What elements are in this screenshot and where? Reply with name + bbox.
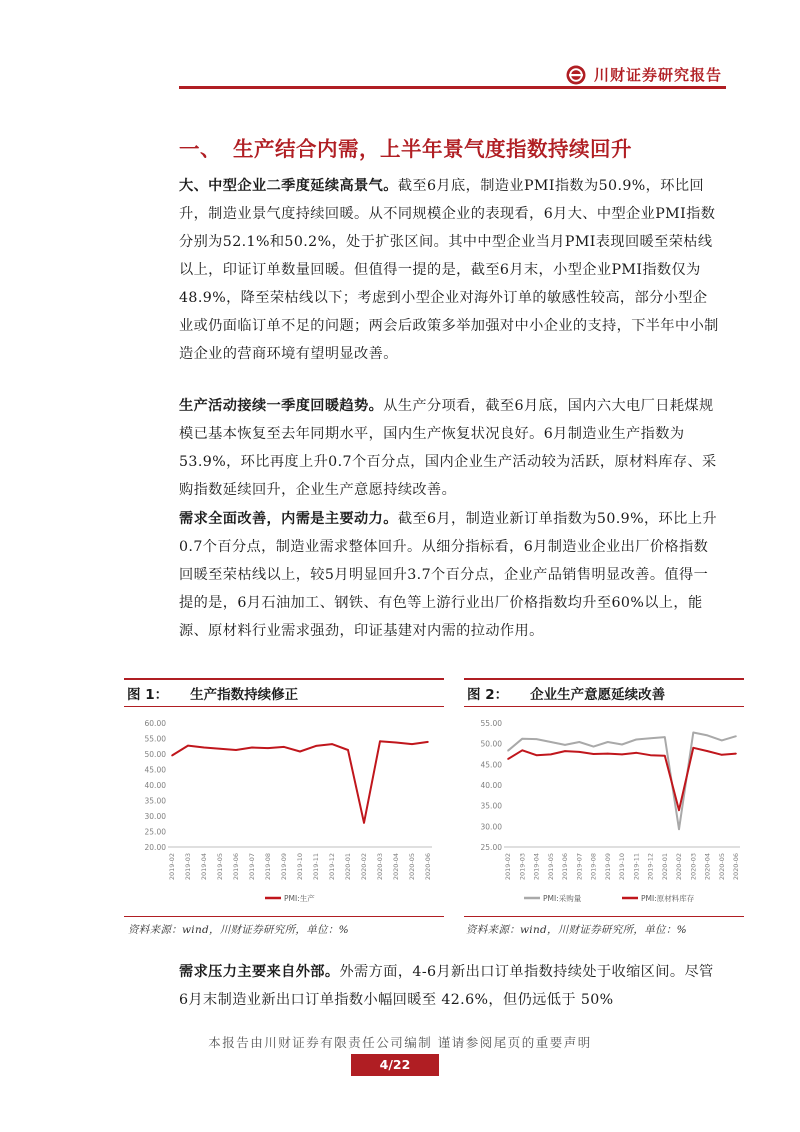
- y-tick-label: 20.00: [144, 843, 166, 852]
- data-point: [664, 755, 666, 757]
- data-point: [664, 736, 666, 738]
- x-tick-label: 2020-04: [703, 853, 712, 881]
- figure-1-title: 生产指数持续修正: [190, 687, 299, 703]
- data-point: [735, 735, 737, 737]
- data-point: [550, 741, 552, 743]
- paragraph-body: 外需方面，4-6月新出口订单指数持续处于收缩区间。尽管6月末制造业新出口订单指数小幅回暖至 42.6%，但仍远低于 50%: [179, 964, 714, 1008]
- brand-name: 川财证券研究报告: [594, 66, 723, 84]
- paragraph-lead: 大、中型企业二季度延续高景气。: [179, 178, 398, 194]
- paragraph-lead: 需求全面改善，内需是主要动力。: [179, 511, 398, 527]
- data-point: [621, 754, 623, 756]
- data-point: [650, 754, 652, 756]
- data-point: [607, 753, 609, 755]
- paragraph-lead: 生产活动接续一季度回暖趋势。: [179, 398, 384, 414]
- y-tick-label: 40.00: [480, 781, 502, 790]
- x-tick-label: 2019-05: [216, 853, 224, 881]
- series-line-0: [172, 741, 428, 823]
- data-point: [395, 742, 397, 744]
- figure-2-source-rule: [464, 916, 744, 917]
- legend-label: PMI:采购量: [543, 894, 582, 903]
- figure-1-chart: [124, 712, 444, 912]
- data-point: [564, 744, 566, 746]
- data-point: [564, 750, 566, 752]
- y-tick-label: 30.00: [144, 812, 166, 821]
- y-tick-label: 60.00: [144, 719, 166, 728]
- data-point: [707, 735, 709, 737]
- figure-1-source-rule: [124, 916, 444, 917]
- data-point: [521, 738, 523, 740]
- x-tick-label: 2020-06: [424, 853, 432, 881]
- x-tick-label: 2020-01: [660, 853, 669, 881]
- x-tick-label: 2020-06: [732, 853, 740, 881]
- x-tick-label: 2019-09: [280, 853, 288, 881]
- x-tick-label: 2019-05: [546, 853, 555, 881]
- data-point: [607, 741, 609, 743]
- x-tick-label: 2019-09: [603, 853, 612, 881]
- data-point: [521, 749, 523, 751]
- data-point: [721, 740, 723, 742]
- data-point: [578, 751, 580, 753]
- x-tick-label: 2019-07: [575, 853, 584, 881]
- data-point: [536, 738, 538, 740]
- x-tick-label: 2019-02: [168, 853, 176, 881]
- x-tick-label: 2020-03: [689, 853, 698, 881]
- data-point: [235, 749, 237, 751]
- x-tick-label: 2019-04: [200, 853, 208, 881]
- figure-2-title: 企业生产意愿延续改善: [530, 687, 666, 703]
- y-tick-label: 45.00: [480, 760, 502, 770]
- data-point: [171, 755, 173, 757]
- x-tick-label: 2020-03: [376, 853, 384, 881]
- data-point: [219, 748, 221, 750]
- header-rule: [179, 86, 726, 89]
- x-tick-label: 2020-05: [408, 853, 416, 881]
- series-line-0: [508, 733, 736, 830]
- section-heading: [179, 132, 739, 162]
- figure-2-number: 图 2：: [467, 687, 509, 703]
- x-tick-label: 2019-10: [296, 853, 304, 881]
- data-point: [692, 732, 694, 734]
- data-point: [635, 739, 637, 741]
- paragraph-demand-improvement: [179, 505, 719, 645]
- paragraph-lead: 需求压力主要来自外部。: [179, 964, 340, 980]
- y-tick-label: 55.00: [144, 734, 166, 744]
- figure-1-source: 资料来源：wind，川财证券研究所，单位：%: [128, 924, 349, 936]
- data-point: [267, 747, 269, 749]
- footer-disclaimer: 本报告由川财证券有限责任公司编制 谨请参阅尾页的重要声明: [208, 1035, 592, 1050]
- x-tick-label: 2019-08: [589, 853, 598, 881]
- y-tick-label: 40.00: [144, 781, 166, 790]
- data-point: [550, 754, 552, 756]
- figure-2-chart: [464, 712, 744, 912]
- paragraph-body: 截至6月，制造业新订单指数为50.9%，环比上升0.7个百分点，制造业需求整体回升。从细分指标看，6月制造业企业出厂价格指数回暖至荣枯线以上，较5月明显回升3.7个百分点，企业产品销售明显改善。值得一提的是，6月石油加工、钢铁、有色等上游行业出厂价格指数均升至60%以上，能源、原材料行业需求强劲，印证基建对内需的拉动作用。: [179, 511, 717, 639]
- x-tick-label: 2019-11: [632, 853, 641, 881]
- legend-label: PMI:生产: [284, 894, 315, 903]
- x-tick-label: 2020-05: [717, 853, 726, 881]
- data-point: [283, 746, 285, 748]
- data-point: [507, 750, 509, 752]
- series-line-1: [508, 748, 736, 810]
- data-point: [678, 809, 680, 811]
- x-tick-label: 2020-02: [360, 853, 368, 881]
- x-tick-label: 2019-06: [232, 853, 240, 881]
- y-tick-label: 30.00: [480, 822, 502, 832]
- data-point: [593, 753, 595, 755]
- data-point: [621, 744, 623, 746]
- y-tick-label: 25.00: [144, 827, 166, 837]
- data-point: [379, 740, 381, 742]
- x-tick-label: 2019-02: [504, 853, 512, 881]
- legend-label: PMI:原材料库存: [641, 894, 695, 903]
- y-tick-label: 50.00: [480, 739, 502, 749]
- x-tick-label: 2019-12: [646, 853, 655, 881]
- data-point: [411, 743, 413, 745]
- data-point: [203, 747, 205, 749]
- y-tick-label: 35.00: [480, 801, 502, 811]
- data-point: [635, 752, 637, 754]
- figure-2-title-bar: [464, 678, 744, 707]
- figure-2-source: 资料来源：wind，川财证券研究所，单位：%: [466, 924, 687, 936]
- x-tick-label: 2019-03: [184, 853, 192, 881]
- data-point: [507, 758, 509, 760]
- data-point: [347, 749, 349, 751]
- data-point: [427, 741, 429, 743]
- data-point: [363, 822, 365, 824]
- x-tick-label: 2019-11: [312, 853, 320, 881]
- paragraph-body: 从生产分项看，截至6月底，国内六大电厂日耗煤规模已基本恢复至去年同期水平，国内生产恢复状况良好。6月制造业生产指数为53.9%，环比再度上升0.7个百分点，国内企业生产活动较为活跃，原材料库存、采购指数延续回升，企业生产意愿持续改善。: [179, 398, 717, 498]
- brand-header: [566, 64, 722, 85]
- x-tick-label: 2019-04: [532, 853, 541, 881]
- x-tick-label: 2019-06: [561, 853, 569, 881]
- data-point: [299, 751, 301, 753]
- data-point: [692, 747, 694, 749]
- y-tick-label: 50.00: [144, 750, 166, 759]
- data-point: [187, 745, 189, 747]
- section-number: 一、: [179, 137, 221, 161]
- y-tick-label: 45.00: [144, 765, 166, 775]
- x-tick-label: 2019-12: [328, 853, 336, 881]
- y-tick-label: 35.00: [144, 796, 166, 806]
- figure-1-number: 图 1：: [127, 687, 169, 703]
- data-point: [678, 828, 680, 830]
- data-point: [721, 754, 723, 756]
- data-point: [315, 745, 317, 747]
- paragraph-external-demand: [179, 958, 719, 1014]
- x-tick-label: 2019-03: [518, 853, 527, 881]
- x-tick-label: 2020-04: [392, 853, 400, 881]
- paragraph-body: 截至6月底，制造业PMI指数为50.9%，环比回升，制造业景气度持续回暖。从不同规模企业的表现看，6月大、中型企业PMI指数分别为52.1%和50.2%，处于扩张区间。其中中型企业当月PMI表现回暖至荣枯线以上，印证订单数量回暖。但值得一提的是，截至6月末，小型企业PMI指数仅为48.9%，降至荣枯线以下；考虑到小型企业对海外订单的敏感性较高，部分小型企业或仍面临订单不足的问题；两会后政策多举加强对中小企业的支持，下半年中小制造企业的营商环境有望明显改善。: [179, 178, 719, 362]
- data-point: [331, 743, 333, 745]
- y-tick-label: 55.00: [480, 719, 502, 728]
- figure-1-title-bar: [124, 678, 444, 707]
- data-point: [707, 750, 709, 752]
- data-point: [251, 747, 253, 749]
- section-title: 生产结合内需，上半年景气度指数持续回升: [233, 137, 632, 161]
- data-point: [735, 753, 737, 755]
- x-tick-label: 2020-02: [675, 853, 683, 881]
- data-point: [593, 746, 595, 748]
- page-number: 4/22: [351, 1054, 439, 1076]
- y-tick-label: 25.00: [480, 843, 502, 852]
- paragraph-large-medium-enterprises: [179, 172, 719, 368]
- x-tick-label: 2019-08: [264, 853, 272, 881]
- paragraph-production-activity: [179, 392, 719, 504]
- data-point: [536, 754, 538, 756]
- x-tick-label: 2020-01: [344, 853, 352, 881]
- data-point: [650, 737, 652, 739]
- brand-logo-icon: [566, 65, 586, 85]
- data-point: [578, 741, 580, 743]
- x-tick-label: 2019-07: [248, 853, 256, 881]
- x-tick-label: 2019-10: [618, 853, 626, 881]
